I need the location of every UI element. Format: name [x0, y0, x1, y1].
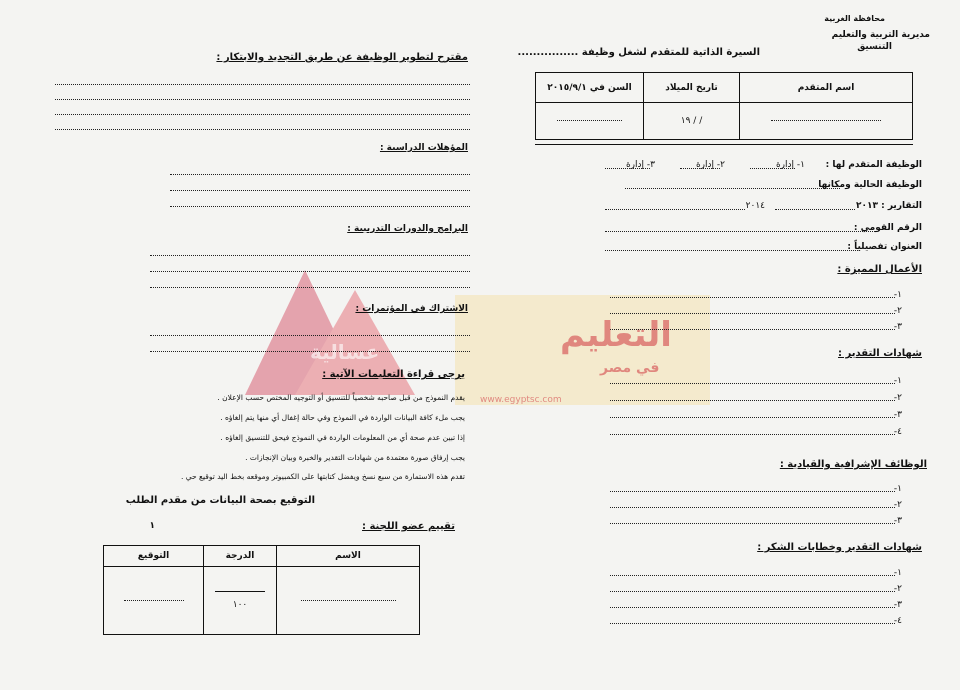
instructions-title: يرجى قراءة التعليمات الآتية :	[322, 369, 465, 380]
proposal-line[interactable]	[55, 129, 470, 130]
distinguished-field[interactable]	[610, 329, 895, 330]
thanks-field[interactable]	[610, 623, 895, 624]
job-option-2-field[interactable]	[680, 168, 720, 169]
instruction-item: يقدم النموذج من قبل صاحبه شخصياً للتنسيق أو التوجيه المختص حسب الإعلان .	[217, 393, 465, 402]
certificate-item: ٢-	[893, 393, 902, 403]
proposal-line[interactable]	[55, 99, 470, 100]
col-applicant-name: اسم المتقدم	[740, 73, 913, 103]
watermark-box	[455, 295, 710, 405]
training-title: البرامج والدورات التدريبية :	[347, 224, 468, 234]
page-title: السيرة الذاتية للمتقدم لشغل وظيفة ................	[517, 47, 760, 58]
job-option-2: ٢- إدارة	[695, 160, 725, 170]
distinguished-item: ٣-	[893, 322, 902, 332]
conference-line[interactable]	[150, 351, 470, 352]
watermark-text-3: عسالية	[310, 340, 380, 364]
thanks-item: ٢-	[893, 584, 902, 594]
address-label: العنوان تفصيلياً :	[847, 242, 922, 252]
supervisory-jobs-title: الوظائف الإشرافية والقيادية :	[779, 459, 927, 470]
national-id-label: الرقم القومي :	[853, 223, 922, 233]
supervisory-field[interactable]	[610, 523, 895, 524]
eval-score-cell[interactable]	[204, 567, 277, 635]
watermark-text-sub: في مصر	[600, 360, 660, 376]
address-field[interactable]	[605, 250, 860, 251]
instruction-item: يجب ملء كافة البيانات الواردة في النموذج وفي حالة إغفال أي منها يتم إلغاؤه .	[220, 413, 465, 422]
header-line2: مديرية التربية والتعليم	[831, 30, 930, 40]
certificate-field[interactable]	[610, 434, 895, 435]
applicant-signature-label: التوقيع بصحة البيانات من مقدم الطلب	[125, 495, 315, 506]
job-option-1-field[interactable]	[750, 168, 795, 169]
job-option-3: ٣- إدارة	[625, 160, 655, 170]
supervisory-item: ١-	[893, 484, 902, 494]
thanks-letters-title: شهادات التقدير وخطابات الشكر :	[757, 542, 922, 553]
certificate-item: ٣-	[893, 410, 902, 420]
supervisory-item: ٣-	[893, 516, 902, 526]
national-id-field[interactable]	[605, 231, 875, 232]
table-underline	[535, 144, 913, 145]
conferences-title: الاشتراك في المؤتمرات :	[355, 304, 468, 314]
age-field[interactable]	[536, 103, 644, 140]
eval-col-signature: التوقيع	[104, 546, 204, 567]
supervisory-field[interactable]	[610, 491, 895, 492]
training-line[interactable]	[150, 255, 470, 256]
distinguished-field[interactable]	[610, 313, 895, 314]
committee-number: ١	[149, 521, 155, 531]
current-job-field[interactable]	[625, 188, 840, 189]
col-age: السن في ٢٠١٥/٩/١	[536, 73, 644, 103]
certificates-title: شهادات التقدير :	[838, 348, 922, 359]
proposal-line[interactable]	[55, 114, 470, 115]
qualification-line[interactable]	[170, 174, 470, 175]
qualification-line[interactable]	[170, 190, 470, 191]
header-line1: محافظة الغربية	[824, 14, 885, 23]
reports-label: التقارير : ٢٠١٣	[855, 201, 922, 211]
certificate-field[interactable]	[610, 417, 895, 418]
thanks-item: ٣-	[893, 600, 902, 610]
eval-col-name: الاسم	[277, 546, 420, 567]
committee-eval-table	[103, 545, 420, 635]
birth-date-field[interactable]: / / ١٩	[644, 103, 740, 140]
proposal-title: مقترح لتطوير الوظيفة عن طريق التجديد والابتكار :	[216, 52, 468, 63]
qualification-line[interactable]	[170, 206, 470, 207]
committee-eval-title: تقييم عضو اللجنة :	[362, 521, 455, 532]
header-line3: التنسيق	[857, 42, 892, 52]
qualifications-title: المؤهلات الدراسية :	[379, 143, 468, 153]
watermark-text-main: التعليم	[560, 315, 672, 355]
col-birth-date: تاريخ الميلاد	[644, 73, 740, 103]
training-line[interactable]	[150, 271, 470, 272]
conference-line[interactable]	[150, 335, 470, 336]
eval-score-total: ١٠٠	[232, 600, 248, 610]
applicant-name-field[interactable]	[740, 103, 913, 140]
eval-name-field[interactable]	[277, 567, 420, 635]
job-option-3-field[interactable]	[605, 168, 650, 169]
instruction-item: يجب إرفاق صورة معتمدة من شهادات التقدير والخبرة وبيان الإنجازات .	[245, 453, 465, 462]
job-applied-label: الوظيفة المتقدم لها :	[825, 160, 922, 170]
report-2014-label: ٢٠١٤	[745, 201, 765, 211]
distinguished-item: ١-	[893, 290, 902, 300]
thanks-field[interactable]	[610, 607, 895, 608]
eval-signature-field[interactable]	[104, 567, 204, 635]
job-option-1: ١- إدارة	[775, 160, 805, 170]
distinguished-item: ٢-	[893, 306, 902, 316]
distinguished-works-title: الأعمال المميزة :	[837, 264, 922, 275]
instruction-item: تقدم هذه الاستمارة من سبع نسخ ويفضل كتابتها على الكمبيوتر وموقعه بخط اليد توقيع حي .	[180, 472, 465, 481]
training-line[interactable]	[150, 287, 470, 288]
watermark-url: www.egyptsc.com	[480, 395, 562, 405]
report-2014-field[interactable]	[605, 209, 745, 210]
proposal-line[interactable]	[55, 84, 470, 85]
current-job-label: الوظيفة الحالية ومكانها	[818, 180, 922, 190]
applicant-table	[535, 72, 913, 140]
certificate-field[interactable]	[610, 400, 895, 401]
supervisory-field[interactable]	[610, 507, 895, 508]
thanks-item: ٤-	[893, 616, 902, 626]
instruction-item: إذا تبين عدم صحة أي من المعلومات الواردة في النموذج فيحق للتنسيق إلغاؤه .	[220, 433, 465, 442]
certificate-item: ٤-	[893, 427, 902, 437]
thanks-item: ١-	[893, 568, 902, 578]
report-2013-field[interactable]	[775, 209, 855, 210]
certificate-field[interactable]	[610, 383, 895, 384]
supervisory-item: ٢-	[893, 500, 902, 510]
thanks-field[interactable]	[610, 591, 895, 592]
certificate-item: ١-	[893, 376, 902, 386]
distinguished-field[interactable]	[610, 297, 895, 298]
eval-col-score: الدرجة	[204, 546, 277, 567]
thanks-field[interactable]	[610, 575, 895, 576]
